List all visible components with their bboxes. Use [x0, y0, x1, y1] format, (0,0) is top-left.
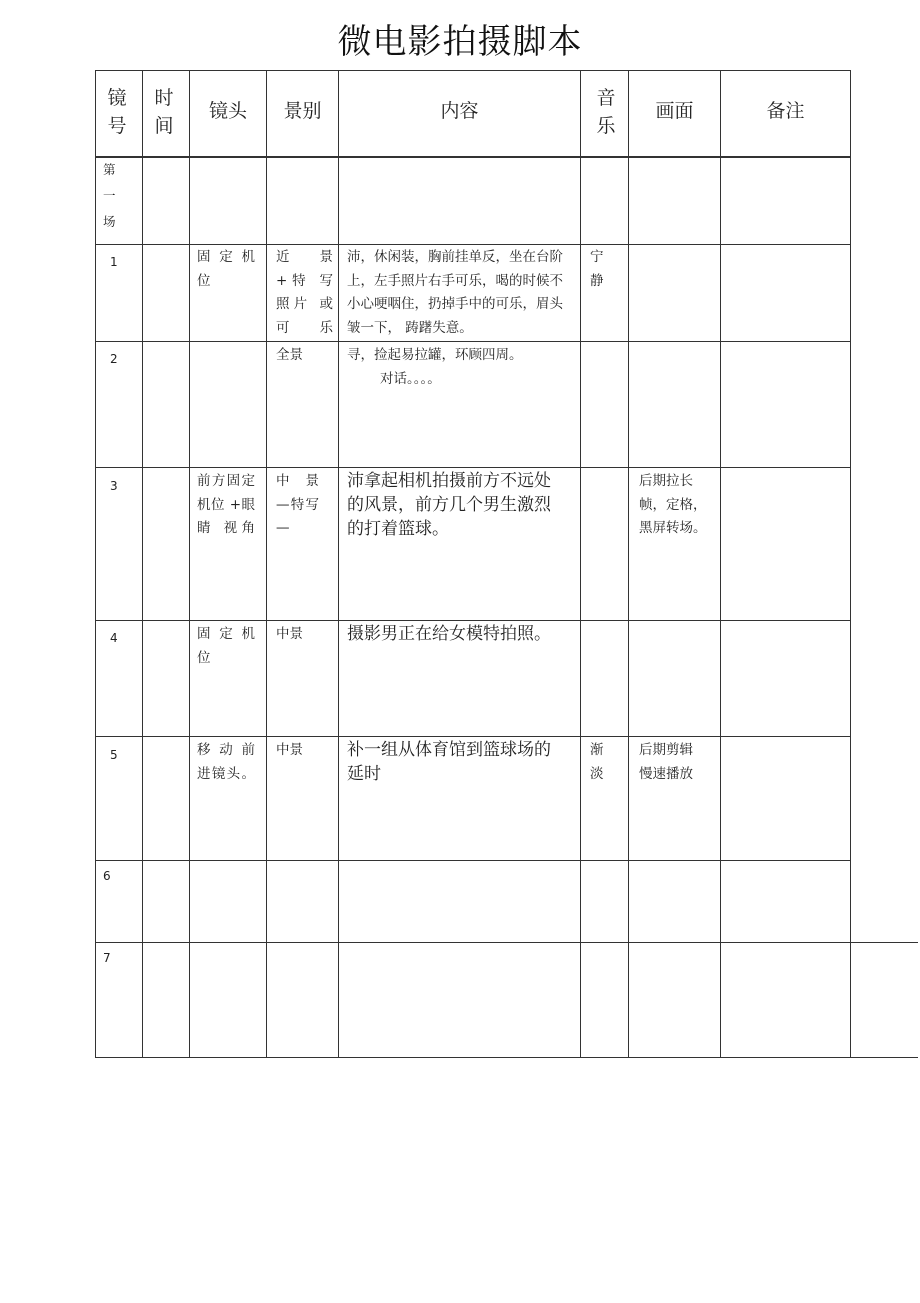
- row-5-picture: 后期剪辑慢速播放: [639, 742, 693, 782]
- row-divider: [95, 942, 918, 943]
- row-2-content-dialogue: 对话。。。。: [380, 371, 441, 387]
- page-title: 微电影拍摄脚本: [337, 22, 583, 62]
- row-divider: [95, 467, 851, 468]
- row-divider: [95, 860, 851, 861]
- col-divider: [338, 70, 339, 1058]
- header-time: 时间: [154, 87, 174, 137]
- row-4-lens: 固 定 机位: [197, 626, 255, 666]
- row-1-content: 沛，休闲装，胸前挂单反，坐在台阶上，左手照片右手可乐，喝的时候不小心哽咽住，扔掉手中的可乐，眉头皱一下， 踌躇失意。: [347, 249, 563, 336]
- row-3-lens: 前方固定机位 +眼 睛 视角: [197, 473, 255, 536]
- row-divider: [95, 620, 851, 621]
- row-2-content: 寻，捡起易拉罐，环顾四周。: [347, 347, 523, 363]
- col-divider: [850, 70, 851, 1058]
- header-lens: 镜头: [208, 100, 247, 122]
- row-5-content: 补一组从体育馆到篮球场的延时: [347, 740, 551, 784]
- col-divider: [142, 70, 143, 1058]
- col-divider: [266, 70, 267, 1058]
- row-1-music: 宁静: [590, 249, 604, 289]
- col-divider: [95, 70, 96, 1058]
- row-divider: [95, 244, 851, 245]
- row-7-shot-no: 7: [103, 951, 111, 965]
- row-5-scale: 中景: [276, 742, 303, 758]
- table-border-top: [95, 70, 851, 71]
- row-4-shot-no: 4: [110, 631, 118, 645]
- table-border-bottom: [95, 1057, 918, 1058]
- header-picture: 画面: [655, 100, 694, 122]
- row-3-content: 沛拿起相机拍摄前方不远处的风景，前方几个男生激烈的打着篮球。: [347, 471, 551, 539]
- header-music: 音乐: [596, 87, 616, 137]
- col-divider: [580, 70, 581, 1058]
- header-scale: 景别: [283, 100, 322, 122]
- row-1-lens: 固 定 机位: [197, 249, 255, 289]
- row-4-content: 摄影男正在给女模特拍照。: [347, 624, 551, 644]
- col-divider: [720, 70, 721, 1058]
- col-divider: [628, 70, 629, 1058]
- row-2-scale: 全景: [276, 347, 303, 363]
- row-1-scale: 近 景 +特 写 照片 或 可乐: [276, 249, 333, 336]
- row-3-shot-no: 3: [110, 479, 118, 493]
- row-3-picture: 后期拉长帧，定格，黑屏转场。: [639, 473, 707, 536]
- row-divider: [95, 341, 851, 342]
- row-6-shot-no: 6: [103, 869, 111, 883]
- row-5-shot-no: 5: [110, 748, 118, 762]
- row-2-shot-no: 2: [110, 352, 118, 366]
- row-5-lens: 移 动 前进镜头。: [197, 742, 255, 782]
- header-bottom-rule: [95, 156, 851, 158]
- row-4-scale: 中景: [276, 626, 303, 642]
- header-shot-no: 镜号: [107, 87, 127, 137]
- col-divider: [189, 70, 190, 1058]
- row-divider: [95, 736, 851, 737]
- scene-label: 第一场: [103, 162, 116, 229]
- header-content: 内容: [440, 100, 479, 122]
- header-notes: 备注: [766, 100, 805, 122]
- row-3-scale: 中 景 —特写—: [276, 473, 319, 536]
- row-5-music: 渐淡: [590, 742, 604, 782]
- row-1-shot-no: 1: [110, 255, 118, 269]
